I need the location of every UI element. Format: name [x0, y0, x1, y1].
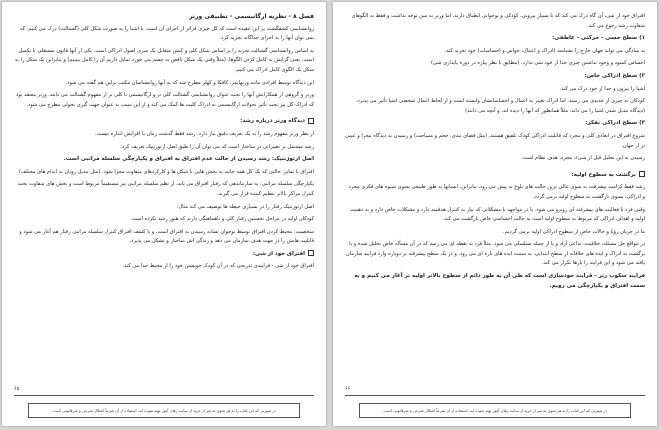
- paragraph: ما در جریان رؤیا و حالات خاص از سطوح ادراکی اولیه برمی گردیم.: [502, 228, 645, 235]
- section-heading: اصل ارتوژنتیک: رشد رسیدن از حالت عدم افتراق به افتراق و یکپارچگی سلسله مراتبی است.: [63, 156, 314, 163]
- paragraph: کودکان اولیه در مراحل نخستین رفتار کلی و ناهماهنگی دارند که هنوز رشد نکرده است.: [130, 216, 314, 223]
- section-heading: ۱) سطح حسی - حرکتی - عاطفی:: [552, 35, 645, 42]
- paragraph: افتراق خود از شی - فرایندی تدریجی که در آن کودک خویشتن خود را از محیط جدا می کند.: [122, 263, 314, 270]
- section-heading: ۳) سطح ادراکی تفکر:: [585, 120, 645, 127]
- chapter-title: فصل ۸ - نظریه ارگانیسمی - تطبیقی ورنر: [189, 13, 314, 20]
- paragraph: کودکان به چیزی از جدیدی می رسند. اما ادراک تغییر به اعمال و احساساتشان وابسته است و از لحاظ اعمال شخصی اشیا تأثیر می پذیرد. (دیدگاه تبدیل شدن اشیا را می داند. مثلاً همانطور که آنها را دیده اند، و آنچه می دانند): [355, 98, 645, 114]
- paragraph: از نظر ورنر مفهوم رشد را به یک تعریف دقیق نیاز دارد. رشد فقط گذشت زمان یا افزایش اندازه نیست.: [94, 130, 314, 137]
- paragraph: شروع افتراق در ابعادی کلی و مجرد که قابلیت ادراکی کودک تلفیق هستند، (مثل فضای بندی، حجم و مساحت) و رسیدن به دیدگاه مجرا و عینی تر از جهان.: [345, 132, 645, 149]
- paragraph: رشد فقط کرامت پیشرفت به سوی عالی ترین حالت های بلوغ به پیش می رود، بنابراین، انسانها به طور طبیعی بسوی شیوه های فکری مجرد و ادراکی، بسوی بازگشت به سطوح اولیه برمی گردد.: [348, 184, 645, 200]
- paragraph: افتراق خود از شی، آن گاه درک می کند که با بسیار بیرونی، کودکی و نوجوانی انطباق دارند. اما ورنر به سن توجه نداشت و فقط به الگوهای متفاوت رشد رجوع می کند.: [351, 13, 645, 29]
- paragraph: اشیا را بیرون و جدا از خود درک می کند.: [559, 85, 645, 92]
- section-heading: برگشت به سطوح اولیه:: [345, 171, 645, 181]
- page-number: ۶۵: [14, 386, 20, 392]
- page-number: ۶۶: [345, 386, 351, 392]
- section-heading: افتراق خود از شی:: [14, 250, 314, 260]
- paragraph: روانشناسی کشفگشت بر این عقیده است که کل چیزی فراتر از اجزای آن است. با اشیا را به صورت شکل کلی (گشتالت) درک می کنیم. که نمی توان آنها را به اجزای جداگانه تجزیه کرد.: [19, 25, 314, 42]
- document-page-right: [333, 2, 657, 426]
- footer-divider: [14, 395, 314, 396]
- paragraph: اصل ارتوژنتیک رفتار را در بسیاری حیطه ها توصیف می کند مثال:: [176, 203, 314, 210]
- paragraph: وقتی فرد با فعالیت های پیشرفته ای روبرو می شود. یا در مواجهه با مشکلاتی که نیاز به کنترل هدفمند دارد و مشکلات خاص دارد و به ذهنیت اولیه و اهداف ادراکی که مربوط به سطوح اولیه است به حالت احساسی خاص بازگشت می کند.: [350, 206, 645, 223]
- section-heading: دیدگاه ورنر درباره رشد:: [14, 117, 314, 127]
- paragraph: رشد مشتمل بر تغییراتی در ساختار است که می توان آن را طبق اصل ارتوژنتیک تعریف کرد.: [120, 143, 314, 150]
- document-page-left: [2, 2, 326, 426]
- paragraph: ورنر و گروهی از همکارانش آنها را تحت عنوان روانشناسی گشتالت کلی تر و ارگانیسمی با کلی تر از مفهوم گشتالت می دانند. ورنر معتقد بود که ادراک کل نیز تحت تأثیر تحولات ارگانیسمی به ادراک کلیت ها کمک می کند و از این سبب به عنوان جهت گیری تحولی مطرح می شود.: [16, 92, 314, 108]
- paragraph: احساس کمبود و وجود نداشتن چیزی جدا از خود شی ندارد. (مطابق با نظر پیاژه در دوره پایداری شی): [430, 60, 645, 67]
- section-heading: ۲) سطح ادراکی خاص:: [584, 72, 645, 79]
- copyright-footer: در صورتی که این کتاب را به هر نحوی به غیر از خرید از سایت رهان آمور تهیه نموده اید، استفاده از آن شرعاً اشکال شرعی و غیرقانونی است.: [28, 403, 300, 418]
- copyright-footer: در صورتی که این کتاب را به هر نحوی به غیر از خرید از سایت رهان آمور تهیه نموده اید، استفاده از آن شرعاً اشکال شرعی و غیرقانونی است.: [359, 403, 631, 418]
- page-content: [14, 12, 314, 390]
- paragraph: رسیدن به این تحلیل قبل از شیء، مجرد، هدف نظام است.: [521, 155, 645, 162]
- paragraph: افتراق یا تمایز: حالتی که یک کل همه جانبه به بخش هایی با شکل ها و کارکردهای متفاوت مجزا شود. (مثل تبدیل رویان به اندام های مختلف): [19, 168, 314, 175]
- footer-divider: [345, 395, 645, 396]
- paragraph: شخصیت: محیط کردن افتراق توسط نوجوان نشانه رسیدن به افتراق است. و با کشف افتراق کنترل سلسله مراتبی رفتار هم آغاز می شود و قابلیت هایش را در جهت هدف سازمان می دهد و زندگی اش ساختار و تشکل می پذیرد.: [19, 228, 314, 245]
- paragraph: به اساس روانشناسی گشتالت تجربه را بر اساس شکل کلی و کنش متقابل یک سری اصول ادراکی است. یکی از آنها قانون مستقلی با تکمیل است. یعنی گرایش به کامل کردن الگوها. (مثلاً وقتی یک شکل ناقص به چشم می خورد تمایل داریم آن را کامل ببینیم) و بنابراین یک شکل را به شکل یک الگوی کامل ادراک می کنیم.: [14, 47, 314, 73]
- bold-paragraph: فرایند سکوپ رتر - فرایند خودسازی است که طی آن به طور دائم از سطوح بالاتر اولیه تر آغاز می کنیم و به سمت افتراق و یکپارچگی می رویم.: [354, 273, 645, 289]
- paragraph: این دیدگاه توسط افرادی مانند ورتهایمر، کافکا و کهلر مطرح شد که به آنها روانشناسان مکتب برلین هم گفته می شود.: [65, 79, 314, 86]
- paragraph: به سادگی می تواند جهان خارج را بشناسد (ادراک و اعمال، حواس و احساسات) خود تجربه کند.: [444, 47, 645, 54]
- paragraph: یکپارچگی سلسله مراتبی: به سازماندهی که رفتار افتراق می یابد، از نظم سلسله مراتبی نیز مستقیماً مربوط است و بخش های متفاوت تحت کنترل مراکز بالاتر تنظیم کننده قرار می گیرند.: [17, 181, 314, 197]
- page-content: [345, 12, 645, 390]
- paragraph: در مواقع حل مسئله، خلاقیت، تداعی آزاد و یا از جمله تسلسلی می شود. مثلاً فرد به نقطه ای می رسد که در آن مسأله خاص تحلیل شده و با برگشت به ادراک و ایده های خلاقانه از سطح ابتدایی، به سمت ایده های تازه ای می رود. و در یک سطح پیشرفته تر دوباره وارد فرایند سازمان یافته می شود و این فرایند را بارها تکرار می کند.: [346, 241, 645, 267]
